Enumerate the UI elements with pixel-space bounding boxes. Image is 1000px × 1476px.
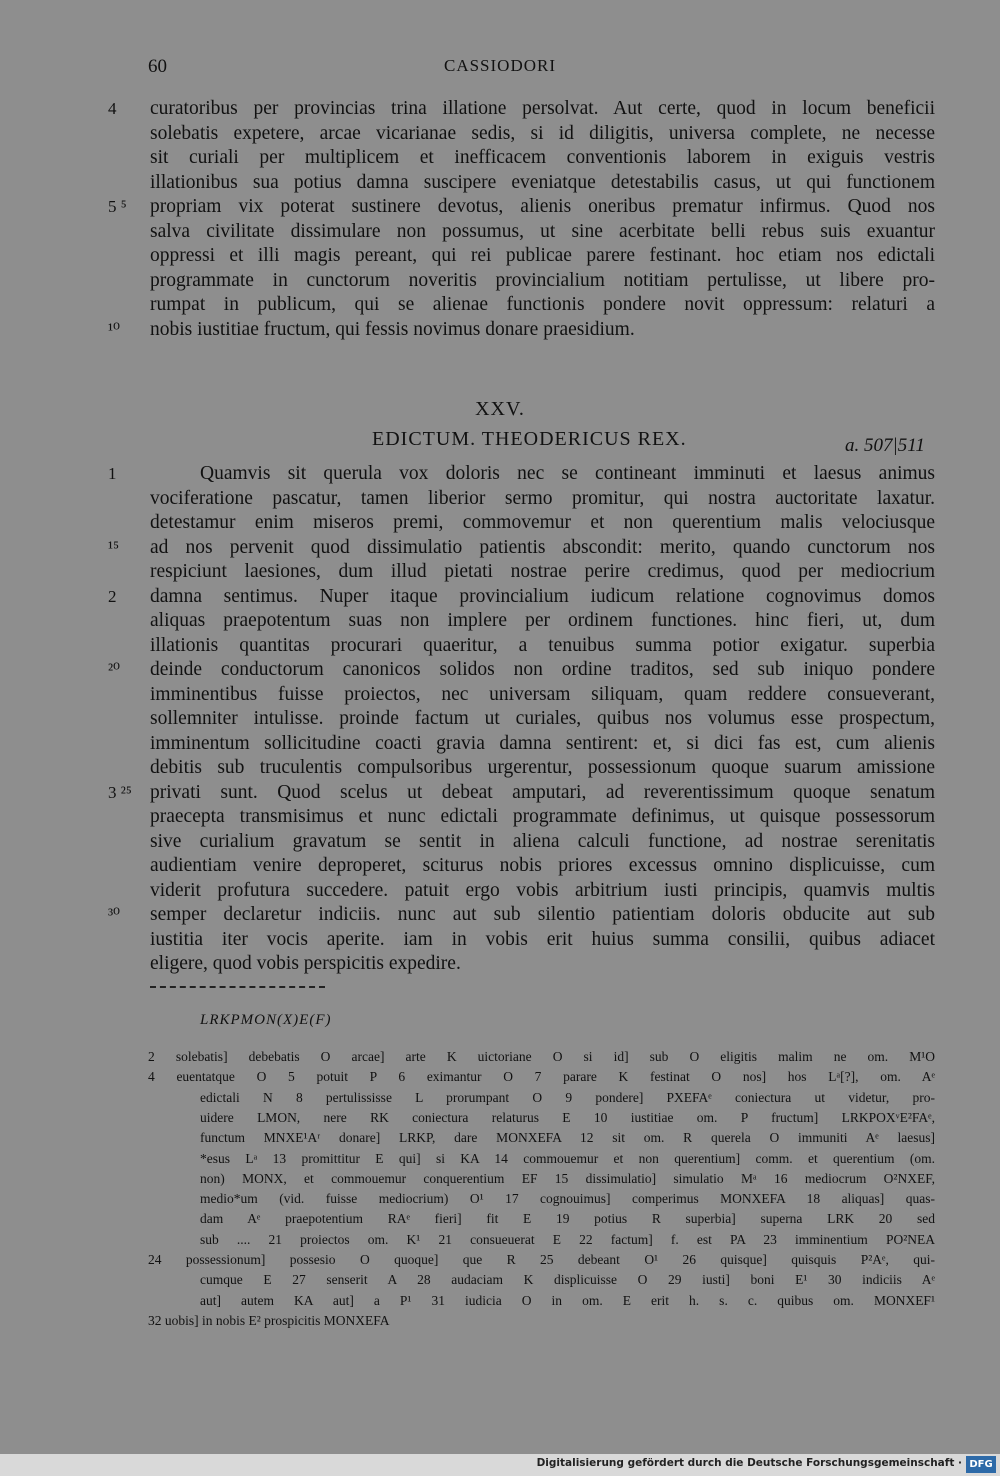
text-line: eligere, quod vobis perspicitis expedire. (150, 953, 461, 974)
margin-number: 4 (108, 99, 117, 118)
apparatus-line: aut] autem KA aut] a P¹ 31 iudicia O in om. E erit h. s. c. quibus om. MONXEF¹ (200, 1292, 935, 1308)
text-line: curatoribus per provincias trina illatione persolvat. Aut certe, quod in locum beneficii (150, 98, 935, 119)
apparatus-line: 2 solebatis] debebatis O arcae] arte K uictoriane O si id] sub O eligitis malim ne om. M¹O (148, 1049, 935, 1064)
section-date: a. 507|511 (845, 435, 925, 456)
text-line: iustitia iter vocis aperite. iam in vobis erit huius summa consilii, quibus adiacet (150, 928, 935, 950)
apparatus-divider (150, 986, 325, 988)
apparatus-line: edictali N 8 pertulississe L prorumpant O 9 pondere] PXEFAᵉ coniectura ut videtur, pro- (200, 1089, 935, 1105)
text-line: vociferatione pascatur, tamen liberior sermo promitur, qui nostra auctoritate laxatur. (150, 487, 935, 509)
text-line: rumpat in publicum, qui se alienae functionis pondere novit oppressum: relaturi a (150, 294, 935, 315)
text-line: imminentum sollicitudine coacti gravia damna sentirent: et, si dici fas est, cum alienis (150, 732, 935, 754)
footer-credit: Digitalisierung gefördert durch die Deutsche Forschungsgemeinschaft · (536, 1457, 962, 1469)
apparatus-line: 32 uobis] in nobis E² prospicitis MONXEFA (148, 1312, 390, 1328)
text-line: illationis quantitas procurari quaeritur, a tenuibus summa potior exigatur. superbia (150, 634, 935, 656)
apparatus-line: dam Aᵉ praepotentium RAᵉ fieri] fit E 19 potius R superbia] superna LRK 20 sed (200, 1211, 935, 1227)
text-line: imminentibus fuisse proiectos, nec universam siliquam, quam reddere consueverant, (150, 683, 935, 705)
margin-number: ³⁰ (108, 905, 120, 924)
text-line: ad nos pervenit quod dissimulatio patientis abscondit: merito, quando cunctorum nos (150, 536, 935, 558)
text-line: nobis iustitiae fructum, qui fessis novimus donare praesidium. (150, 318, 635, 340)
margin-number: 2 (108, 586, 117, 606)
running-title: CASSIODORI (443, 56, 557, 75)
text-line: sollemniter intulisse. proinde factum ut curiales, quibus nos volumus esse prospectum, (150, 708, 935, 729)
margin-number: ²⁰ (108, 660, 120, 679)
page-header (0, 56, 1000, 80)
text-line: privati sunt. Quod scelus ut debeat amputari, ad reverentissimum quoque senatum (150, 781, 935, 803)
apparatus-line: functum MNXE¹Aʳ donare] LRKP, dare MONXEFA 12 sit om. R querela O immuniti Aᵉ laesus] (200, 1130, 935, 1146)
text-line: viderit profutura succedere. patuit ergo vobis arbitrium iusti principis, quamvis multis (150, 879, 935, 901)
dfg-logo: DFG (966, 1456, 996, 1473)
text-line: detestamur enim miseros premi, commovemur et non querentium malis velociusque (150, 512, 935, 533)
text-line: aliquas praepotentum suas non implere per ordinem functiones. hinc fieri, ut, dum (150, 610, 935, 631)
text-line: respiciunt laesiones, dum illud pietati nostrae perire credimus, quod per mediocrium (150, 561, 935, 582)
apparatus-line: medio*um (vid. fuisse mediocrium) O¹ 17 cognouimus] comperimus MONXEFA 18 aliquas] quas- (200, 1191, 935, 1207)
section-title: EDICTUM. THEODERICUS REX. (372, 428, 687, 450)
text-line: semper declaretur indiciis. nunc aut sub silentio patientiam doloris obducite aut sub (150, 904, 935, 925)
text-line: audientiam venire deproperet, sciturus nobis priores excessus omnino displicuisse, cum (150, 855, 935, 876)
text-line: illationibus sua potius damna suscipere eveniatque detestabilis casus, ut qui functionem (150, 171, 935, 193)
margin-number: ¹⁵ (108, 537, 120, 557)
text-line: sit curiali per multiplicem et inefficacem conventionis laborem in exiguis vestris (150, 147, 935, 168)
text-line: propriam vix poterat sustinere devotus, alienis oneribus prematur infirmus. Quod nos (150, 196, 935, 217)
apparatus-line: cumque E 27 senserit A 28 audaciam K displicuisse O 29 iusti] boni E¹ 30 indiciis Aᵉ (200, 1272, 935, 1288)
text-line: salva civilitate dissimulare non possumus, ut sine acerbitate belli rebus suis exuantur (150, 220, 935, 242)
apparatus-line: uidere LMON, nere RK coniectura relaturus E 10 iustitiae om. P fructum] LRKPOXᵛE²FAᵉ, (200, 1109, 935, 1125)
text-line: debitis sub truculentis compulsoribus urgerentur, possessionum quoque suarum amissione (150, 757, 935, 778)
text-line: sive curialium gravatum se sentit in aliena calculi functione, ad nostrae serenitatis (150, 830, 935, 852)
text-line: solebatis expetere, arcae vicarianae sedis, si id diligitis, universa complete, ne necesse (150, 122, 935, 144)
text-line: damna sentimus. Nuper itaque provincialium iudicum relatione cognovimus domos (150, 585, 935, 607)
apparatus-line: non) MONX, et commouemur conquerentium EF 15 dissimulatio] simulatio Mᵃ 16 mediocrum O²NXEF, (200, 1170, 935, 1186)
margin-number: 5 ⁵ (108, 197, 127, 216)
text-line: deinde conductorum canonicos solidos non ordine traditos, sed sub iniquo pondere (150, 659, 935, 680)
apparatus-line: 24 possessionum] possesio O quoque] que R 25 debeant O¹ 26 quisque] quisquis P²Aᵉ, qui- (148, 1252, 935, 1267)
section-number: XXV. (475, 398, 525, 420)
apparatus-line: *esus Lᵃ 13 promittitur E qui] si KA 14 commouemur et non querentium] comm. et querentium (om. (200, 1150, 935, 1166)
footer-bar (0, 1454, 1000, 1476)
margin-number: 3 ²⁵ (108, 782, 132, 802)
apparatus-line: 4 euentatque O 5 potuit P 6 eximantur O 7 parare K festinat O nos] hos Lᵃ[?], om. Aᵉ (148, 1069, 935, 1085)
apparatus-line: sub .... 21 proiectos om. K¹ 21 consueuerat E 22 factum] f. est PA 23 imminentium PO²NEA (200, 1231, 935, 1247)
apparatus-sigla: LRKPMON(X)E(F) (200, 1012, 332, 1028)
page-number: 60 (148, 56, 167, 77)
text-line: programmate in cunctorum noveritis provincialium notitiam pertulisse, ut libere pro- (150, 269, 935, 291)
text-line: oppressi et illi magis pereant, qui rei publicae parere festinant. hoc etiam nos edictali (150, 245, 935, 266)
text-line: praecepta transmisimus et nunc edictali programmate definimus, ut quisque possessorum (150, 806, 935, 827)
margin-number: ¹⁰ (108, 319, 120, 339)
margin-number: 1 (108, 464, 117, 483)
text-line: Quamvis sit querula vox doloris nec se contineant imminuti et laesus animus (200, 463, 935, 484)
